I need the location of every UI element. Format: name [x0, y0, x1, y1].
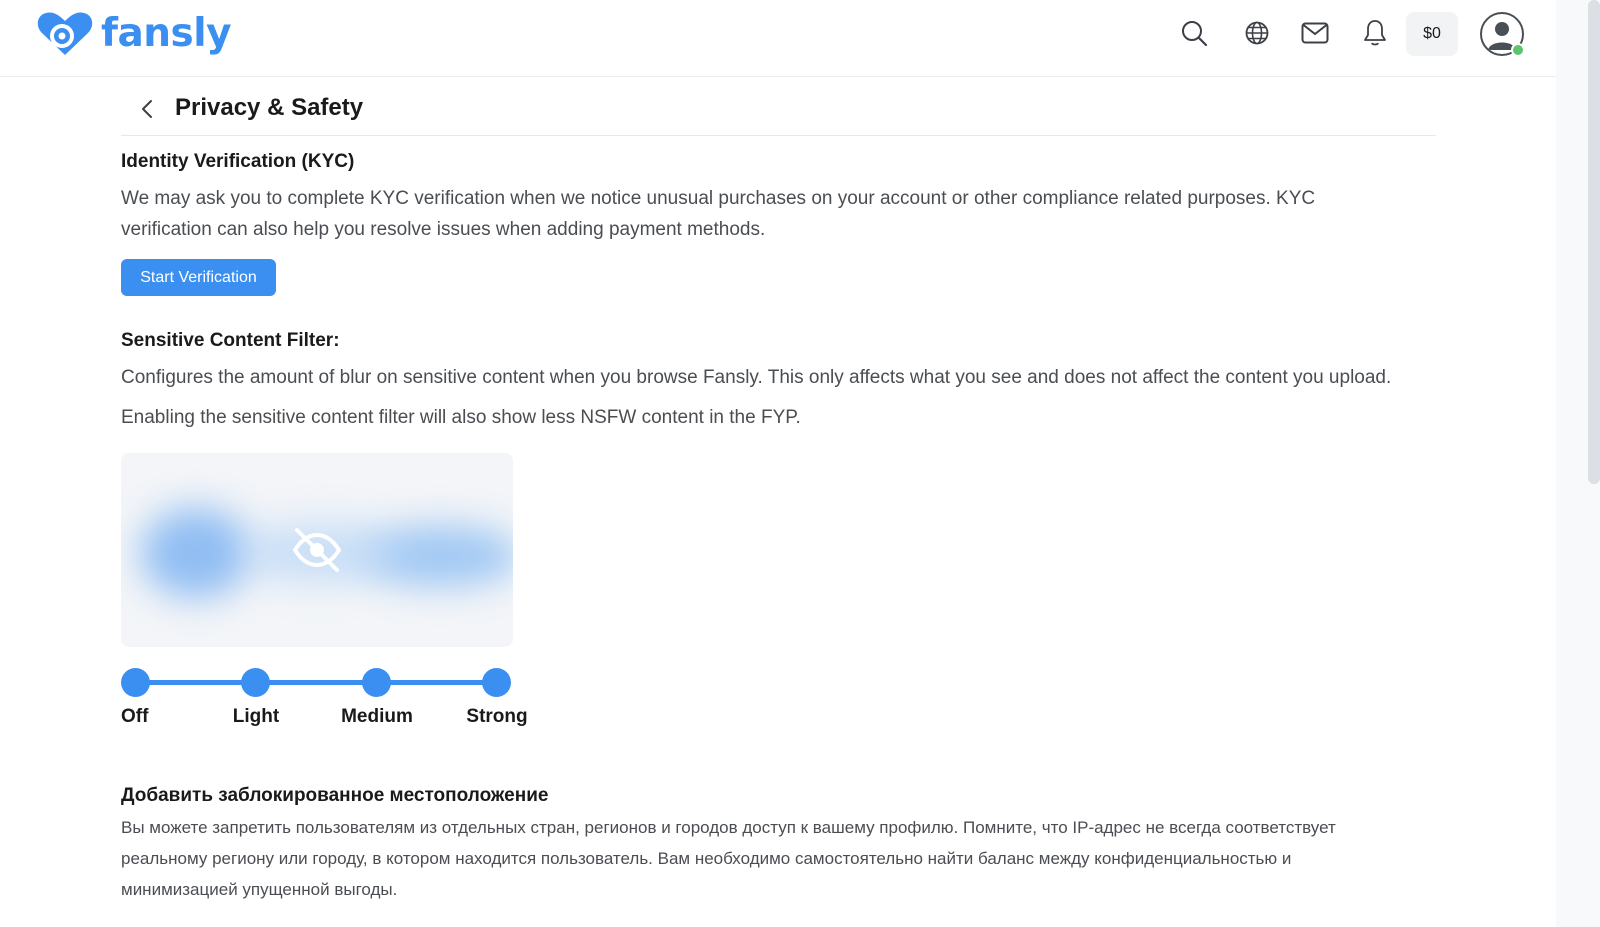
eye-slash-icon	[291, 526, 343, 574]
back-button[interactable]	[135, 96, 159, 122]
chevron-left-icon	[140, 99, 154, 119]
blur-level-off-stop[interactable]	[121, 668, 150, 697]
blur-level-light-label[interactable]: Light	[232, 706, 280, 727]
blur-level-medium-label[interactable]: Medium	[341, 706, 413, 727]
kyc-description-line-2: verification can also help you resolve issues when adding payment methods.	[121, 219, 766, 240]
blur-level-light-stop[interactable]	[241, 668, 270, 697]
blur-preview	[121, 453, 513, 647]
start-verification-button[interactable]: Start Verification	[121, 259, 276, 296]
fansly-logo[interactable]	[35, 9, 231, 59]
blocked-location-line-1: Вы можете запретить пользователям из отдельных стран, регионов и городов доступ к вашему профилю. Помните, что IP-адрес не всегда соответствует	[121, 818, 1336, 837]
top-header	[0, 0, 1556, 77]
filter-description-line-1: Configures the amount of blur on sensitive content when you browse Fansly. This only affects what you see and does not affect the content you upload.	[121, 367, 1392, 388]
page-title-row	[121, 88, 1436, 136]
heart-logo-icon	[35, 9, 95, 59]
filter-description-line-2: Enabling the sensitive content filter will also show less NSFW content in the FYP.	[121, 407, 801, 428]
blur-level-strong-label[interactable]: Strong	[466, 706, 528, 727]
blur-level-slider-track[interactable]	[136, 680, 497, 685]
kyc-description-line-1: We may ask you to complete KYC verification when we notice unusual purchases on your account or other compliance related purposes. KYC	[121, 188, 1316, 209]
page-title: Privacy & Safety	[175, 94, 364, 121]
wallet-balance-button[interactable]: $0	[1406, 12, 1458, 56]
blur-level-strong-stop[interactable]	[482, 668, 511, 697]
logo-text: fansly	[101, 11, 232, 56]
scrollbar-track[interactable]	[1556, 0, 1600, 927]
globe-icon[interactable]	[1242, 18, 1272, 48]
kyc-heading: Identity Verification (KYC)	[121, 151, 355, 172]
scrollbar-thumb[interactable]	[1588, 0, 1600, 484]
blocked-location-line-3: минимизацией упущенной выгоды.	[121, 880, 398, 899]
search-icon[interactable]	[1179, 18, 1209, 48]
filter-heading: Sensitive Content Filter:	[121, 330, 340, 351]
blur-level-off-label[interactable]: Off	[121, 706, 149, 727]
blocked-location-description	[121, 812, 1421, 905]
blocked-location-heading: Добавить заблокированное местоположение	[121, 785, 549, 806]
mail-icon[interactable]	[1300, 18, 1330, 48]
bell-icon[interactable]	[1360, 18, 1390, 48]
blocked-location-line-2: реальному региону или городу, в котором находится пользователь. Вам необходимо самостоятельно найти баланс между конфиденциальностью и	[121, 849, 1292, 868]
online-status-dot	[1511, 43, 1525, 57]
blur-level-medium-stop[interactable]	[362, 668, 391, 697]
